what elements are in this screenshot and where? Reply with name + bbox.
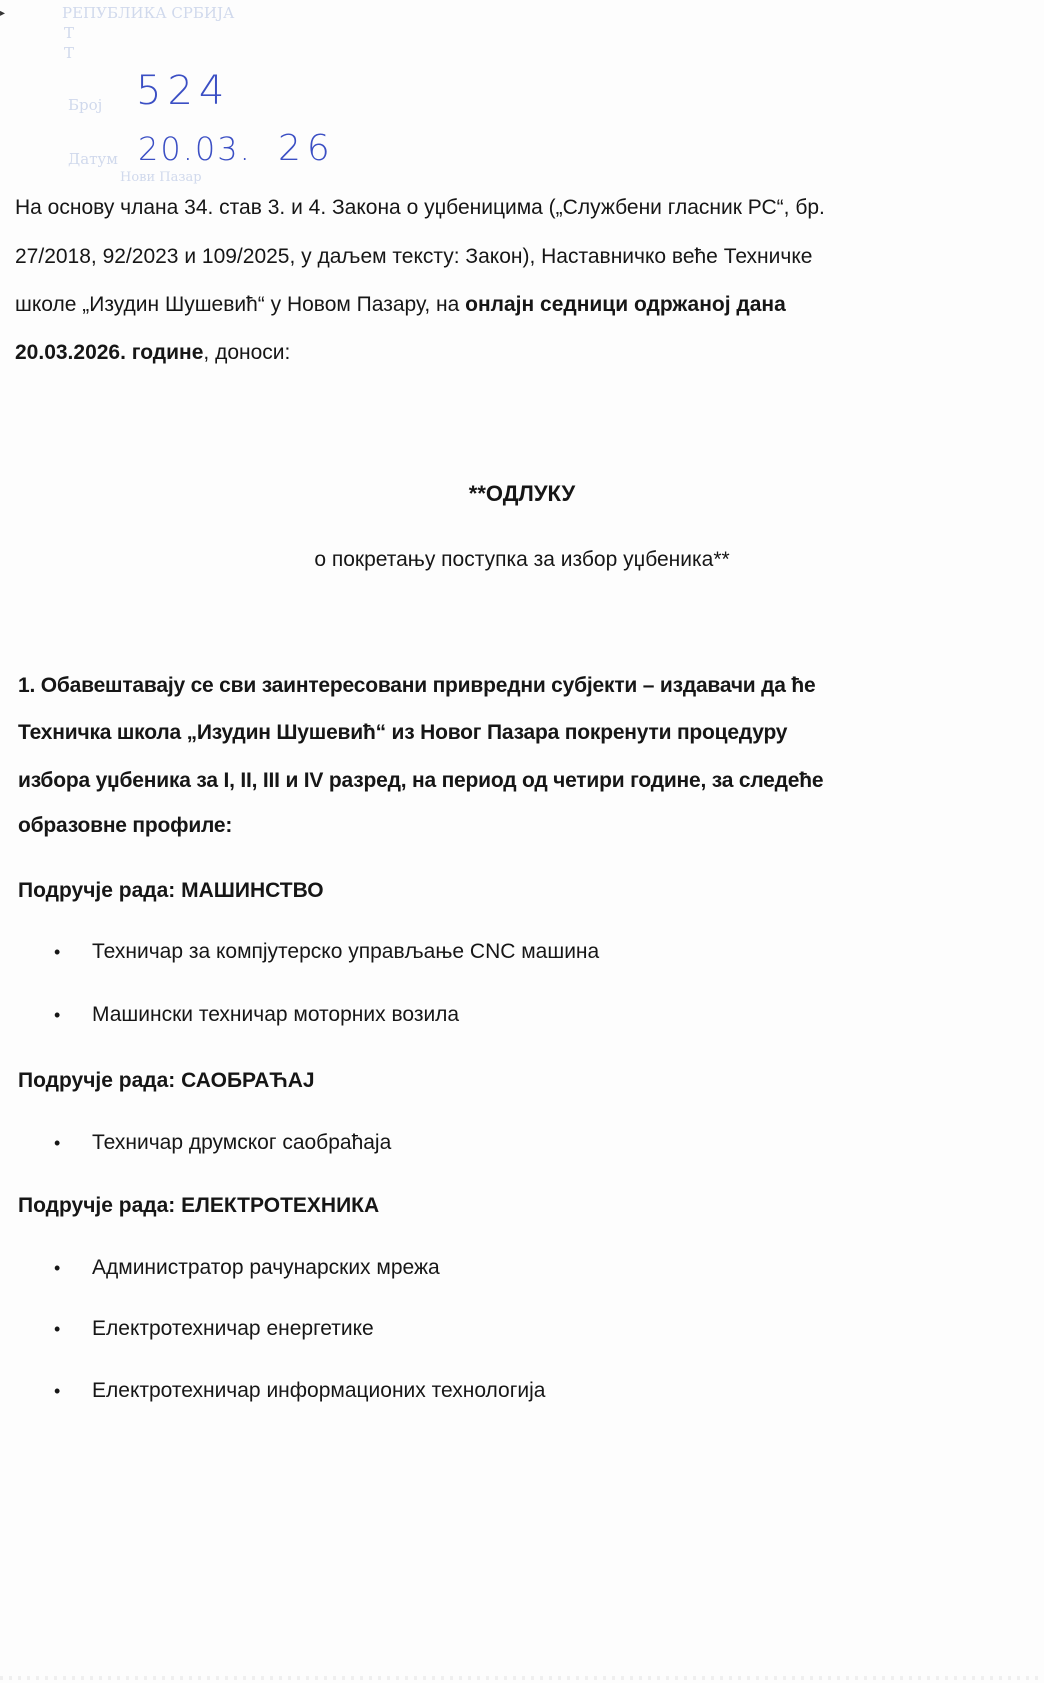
stamp-line-1: РЕПУБЛИКА СРБИЈА: [62, 4, 235, 22]
intro-line-3-bold: онлајн седници одржаној дана: [465, 293, 786, 316]
profile-name: Техничар друмског саобраћаја: [92, 1131, 392, 1154]
list-item: [54, 1379, 545, 1403]
stamp-city: Нови Пазар: [120, 170, 202, 185]
intro-line-3-text: школе „Изудин Шушевић“ у Новом Пазару, на: [15, 293, 466, 316]
list-item: [54, 1131, 391, 1155]
section1-line-4: образовне профиле:: [18, 814, 233, 837]
section1-line-2: Техничка школа „Изудин Шушевић“ из Новог Пазара покренути процедуру: [18, 721, 788, 744]
list-item: [54, 940, 599, 964]
stamp-line-2: Т: [64, 24, 75, 42]
area-label: Подручје рада:: [18, 1069, 182, 1092]
profile-name: Електротехничар енергетике: [92, 1317, 374, 1340]
profile-name: Машински техничар моторних возила: [92, 1003, 460, 1026]
list-item: [54, 1256, 440, 1280]
bullet-icon: •: [54, 1381, 61, 1401]
stamp-date-label: Датум: [68, 150, 118, 168]
list-item: [54, 1317, 374, 1341]
stamp-number-label: Број: [68, 96, 103, 114]
intro-line-1: На основу члана 34. став 3. и 4. Закона о уџбеницима („Службени гласник РС“, бр.: [15, 196, 825, 219]
list-item: [54, 1003, 459, 1027]
area-label: Подручје рада:: [18, 1194, 182, 1217]
decision-title: **ОДЛУКУ: [468, 481, 576, 506]
bullet-icon: •: [54, 1319, 61, 1339]
handwritten-date: 20.03.: [138, 130, 252, 168]
bullet-icon: •: [54, 942, 61, 962]
section1-line-3: избора уџбеника за I, II, III и IV разред, на период од четири године, за следеће: [18, 769, 824, 792]
area-heading-mechanical: [18, 879, 324, 903]
profile-name: Техничар за компјутерско управљање CNC машина: [92, 940, 600, 963]
area-name: САОБРАЋАЈ: [181, 1069, 315, 1092]
area-name: ЕЛЕКТРОТЕХНИКА: [181, 1194, 380, 1217]
area-heading-traffic: [18, 1069, 315, 1093]
area-label: Подручје рада:: [18, 879, 182, 902]
handwritten-year: 26: [278, 128, 336, 169]
decision-subtitle: о покретању поступка за избор уџбеника**: [314, 548, 730, 571]
section1-line-1: 1. Обавештавају се сви заинтересовани привредни субјекти – издавачи да ће: [18, 674, 816, 697]
profile-name: Администратор рачунарских мрежа: [92, 1256, 440, 1279]
bullet-icon: •: [54, 1005, 61, 1025]
area-name: МАШИНСТВО: [181, 879, 324, 902]
intro-line-3: [15, 293, 786, 317]
profile-name: Електротехничар информационих технологија: [92, 1379, 546, 1402]
corner-arrow-icon: ▸: [0, 8, 6, 19]
intro-line-4-text: , доноси:: [203, 341, 291, 364]
scan-edge-artifact: [0, 1676, 1044, 1680]
stamp-line-3: Т: [64, 44, 75, 62]
intro-line-2: 27/2018, 92/2023 и 109/2025, у даљем тексту: Закон), Наставничко веће Техничке: [15, 245, 813, 268]
intro-line-4: [15, 341, 290, 365]
bullet-icon: •: [54, 1133, 61, 1153]
area-heading-electrical: [18, 1194, 379, 1218]
handwritten-registry-number: 524: [136, 68, 231, 114]
intro-date-bold: 20.03.2026. године: [15, 341, 204, 364]
bullet-icon: •: [54, 1258, 61, 1278]
